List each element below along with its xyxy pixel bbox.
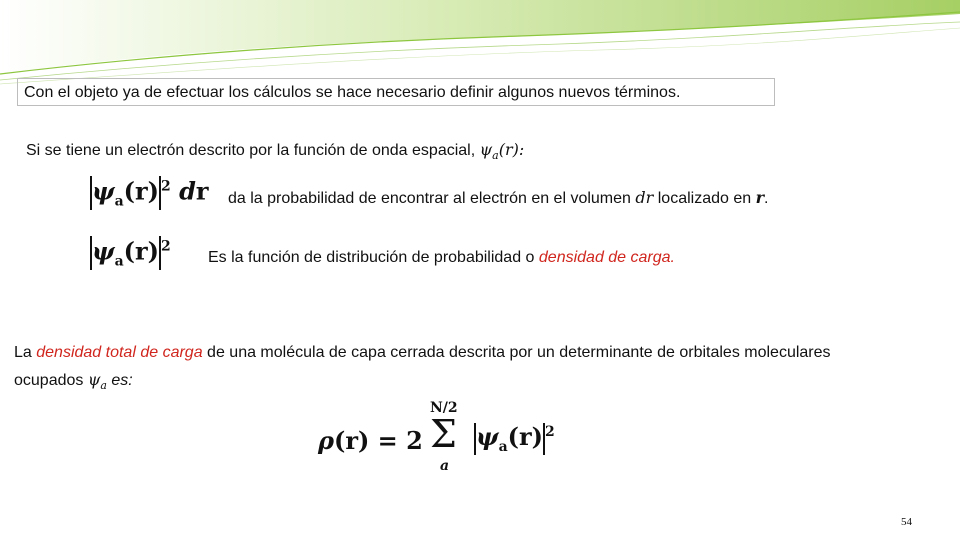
psi-symbol-2: $\psi_a$ [87,370,107,393]
equation-lhs: ρ(r) = 2 [318,426,423,455]
page-number: 54 [901,516,912,528]
line1 [26,140,524,162]
sum-lower-limit: a [440,458,450,474]
intro-text: Con el objeto ya de efectuar los cálculos se hace necesario definir algunos nuevos términos. [24,84,681,101]
decorative-header-swoosh [0,0,960,90]
formula-probability: $\psi_a(r)$ $^2$ dr [92,176,209,210]
line1-text: Si se tiene un electrón descrito por la función de onda espacial, [26,142,476,159]
dr-symbol: dr [635,188,654,207]
sum-upper-limit: N/2 [430,400,458,416]
r-symbol: r [755,188,765,207]
total-density-highlight: densidad total de carga [36,344,203,361]
paragraph-line1: La densidad total de carga de una molécula de capa cerrada descrita por un determinante de orbitales moleculares [14,344,831,361]
equation-rhs: $\psi_a(r)$ $^2$ [476,422,555,455]
sum-sign: Σ [430,412,457,456]
main-equation [318,400,558,480]
intro-box [17,78,775,106]
item1-text: da la probabilidad de encontrar al electrón en el volumen dr localizado en r. [228,188,769,207]
formula-density: $\psi_a(r)$ $^2$ [92,236,171,270]
paragraph-line2: ocupados $\psi_a$ es: [14,370,133,393]
density-highlight: densidad de carga. [538,249,675,266]
item2-text: Es la función de distribución de probabilidad o densidad de carga. [208,249,675,266]
line1-arg: (r): [498,140,525,159]
psi-symbol: $\psi_a$ [479,140,499,163]
